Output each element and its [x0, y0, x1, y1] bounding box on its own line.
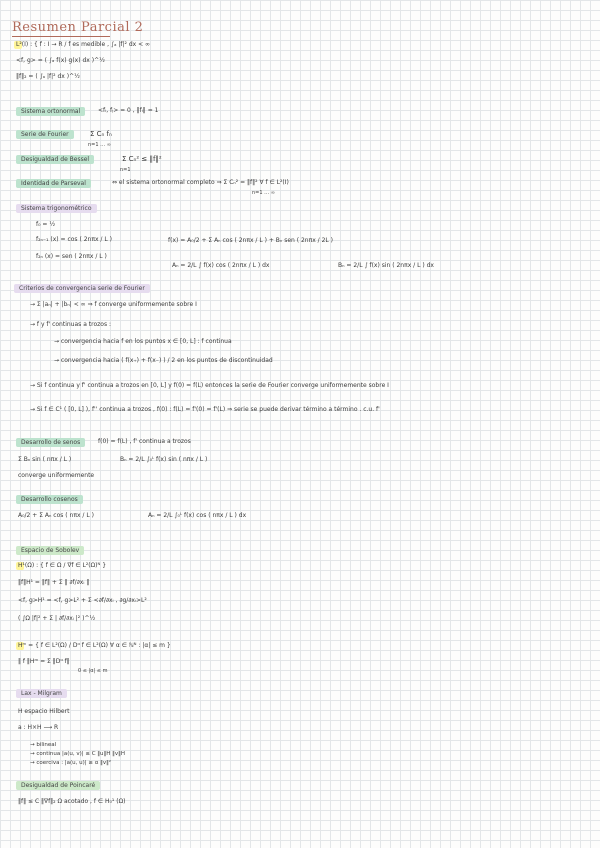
orthonormal-text: <fᵢ, fⱼ> = 0 , ‖fᵢ‖ = 1	[98, 107, 159, 114]
parseval-range: n=1 … ∞	[252, 190, 275, 196]
sobolev-h1: H¹(Ω) : { f ∈ Ω / ∇f ∈ L²(Ω)ᴺ }	[18, 562, 107, 569]
fourier-series-formula: Σ Cₙ fₙ	[90, 130, 112, 138]
l2-inner-product: <f, g> = ( ∫ₐ f(x) g(x) dx )^½	[16, 57, 105, 64]
convergence-criterion-1: → Σ |aₙ| + |bₙ| < ∞ ⇒ f converge uniformemente sobre I	[30, 301, 197, 308]
trig-bn-coefficient: Bₙ = 2/L ∫ f(x) sin ( 2nπx / L ) dx	[338, 262, 434, 269]
l2-definition: L²(I) : { f : I → R / f es medible , ∫ₐ |f|² dx < ∞	[16, 41, 151, 48]
trig-an-coefficient: Aₙ = 2/L ∫ f(x) cos ( 2nπx / L ) dx	[172, 262, 270, 269]
parseval-label: Identidad de Parseval	[16, 179, 91, 188]
parseval-formula: ⇔ el sistema ortonormal completo ⇒ Σ Cₙ² = ‖f‖² ∀ f ∈ L²(I)	[112, 179, 289, 186]
orthonormal-label: Sistema ortonormal	[16, 107, 85, 116]
cosine-development-label: Desarrollo cosenos	[16, 495, 83, 504]
lax-coercive: → coerciva : |a(u, u)| ≥ α ‖v‖²	[30, 760, 112, 766]
trig-f0: f₀ = ½	[36, 221, 56, 228]
bessel-range: n=1	[120, 167, 131, 173]
l2-norm: ‖f‖₂ = ( ∫ₐ |f|² dx )^½	[16, 73, 80, 80]
fourier-series-range: n=1 … ∞	[88, 142, 111, 148]
sine-convergence: converge uniformemente	[18, 472, 95, 479]
page-title: Resumen Parcial 2	[12, 20, 144, 35]
cosine-coefficient: Aₙ = 2/L ∫₀ᴸ f(x) cos ( nπx / L ) dx	[148, 512, 247, 519]
sobolev-hm-norm: ‖ f ‖Hᵐ = Σ ‖Dᵅ f‖	[18, 658, 70, 665]
lax-hilbert-space: H espacio Hilbert	[18, 708, 70, 715]
convergence-criterion-3: → Si f continua y f' continua a trozos en [0, L] y f(0) = f(L) entonces la serie de Fourier converge uniformemente sobre I	[30, 382, 389, 389]
bessel-formula: Σ Cₙ² ≤ ‖f‖²	[122, 155, 162, 163]
trig-f2n-minus-1: f₂ₙ₋₁ (x) = cos ( 2nπx / L )	[36, 236, 112, 243]
trig-system-label: Sistema trigonométrico	[16, 204, 97, 213]
sobolev-norm: ‖f‖H¹ = ‖f‖ + Σ ‖ ∂f/∂xᵢ ‖	[18, 579, 90, 586]
lax-milgram-label: Lax - Milgram	[16, 689, 67, 698]
lax-bilinear: → bilineal	[30, 742, 57, 748]
sine-condition: f(0) = f(L) , f' continua a trozos	[98, 438, 191, 445]
sobolev-label: Espacio de Sobolev	[16, 546, 84, 555]
convergence-criterion-4: → Si f ∈ C¹ ( [0, L] ), f'' continua a trozos , f(0) : f(L) = f'(0) = f'(L) ⇒ serie se puede derivar término a término . c.u. f'	[30, 406, 380, 413]
convergence-label: Criterios de convergencia serie de Fourier	[14, 284, 150, 293]
sine-coefficient: Bₙ = 2/L ∫₀ᴸ f(x) sin ( nπx / L )	[120, 456, 208, 463]
sobolev-hm: Hᵐ = { f ∈ L²(Ω) / Dᵅ f ∈ L²(Ω) ∀ α ∈ ℕᴺ : |α| ≤ m }	[18, 642, 171, 649]
lax-bilinear-form: a : H×H ⟶ R	[18, 724, 59, 731]
fourier-series-label: Serie de Fourier	[16, 130, 74, 139]
trig-series: f(x) = A₀/2 + Σ Aₙ cos ( 2nπx / L ) + Bₙ sen ( 2nπx / 2L )	[168, 237, 333, 244]
trig-f2n: f₂ₙ (x) = sen ( 2nπx / L )	[36, 253, 107, 260]
poincare-label: Desigualdad de Poincaré	[16, 781, 100, 790]
title-underline	[12, 36, 110, 37]
sine-series: Σ Bₙ sin ( nπx / L )	[18, 456, 72, 463]
sobolev-hm-range: 0 ≤ |α| ≤ m	[78, 668, 108, 674]
poincare-inequality: ‖f‖ ≤ C ‖∇f‖₂ Ω acotado , f ∈ H₀¹ (Ω)	[18, 798, 126, 805]
sobolev-inner-product: <f, g>H¹ = <f, g>L² + Σ <∂f/∂xᵢ , ∂g/∂xᵢ>L²	[18, 597, 147, 604]
lax-continuous: → continua |a(u, v)| ≤ C ‖u‖H ‖v‖H	[30, 751, 126, 757]
convergence-criterion-2b: → convergencia hacia ( f(x₊) + f(x₋) ) / 2 en los puntos de discontinuidad	[54, 357, 273, 364]
sine-development-label: Desarrollo de senos	[16, 438, 85, 447]
convergence-criterion-2a: → convergencia hacia f en los puntos x ∈ [0, L] : f continua	[54, 338, 232, 345]
bessel-label: Desigualdad de Bessel	[16, 155, 94, 164]
convergence-criterion-2: → f y f' continuas a trozos :	[30, 321, 112, 328]
sobolev-integral-norm: ( ∫Ω |f|² + Σ | ∂f/∂xᵢ |² )^½	[18, 615, 96, 622]
cosine-series: A₀/2 + Σ Aₙ cos ( nπx / L )	[18, 512, 94, 519]
